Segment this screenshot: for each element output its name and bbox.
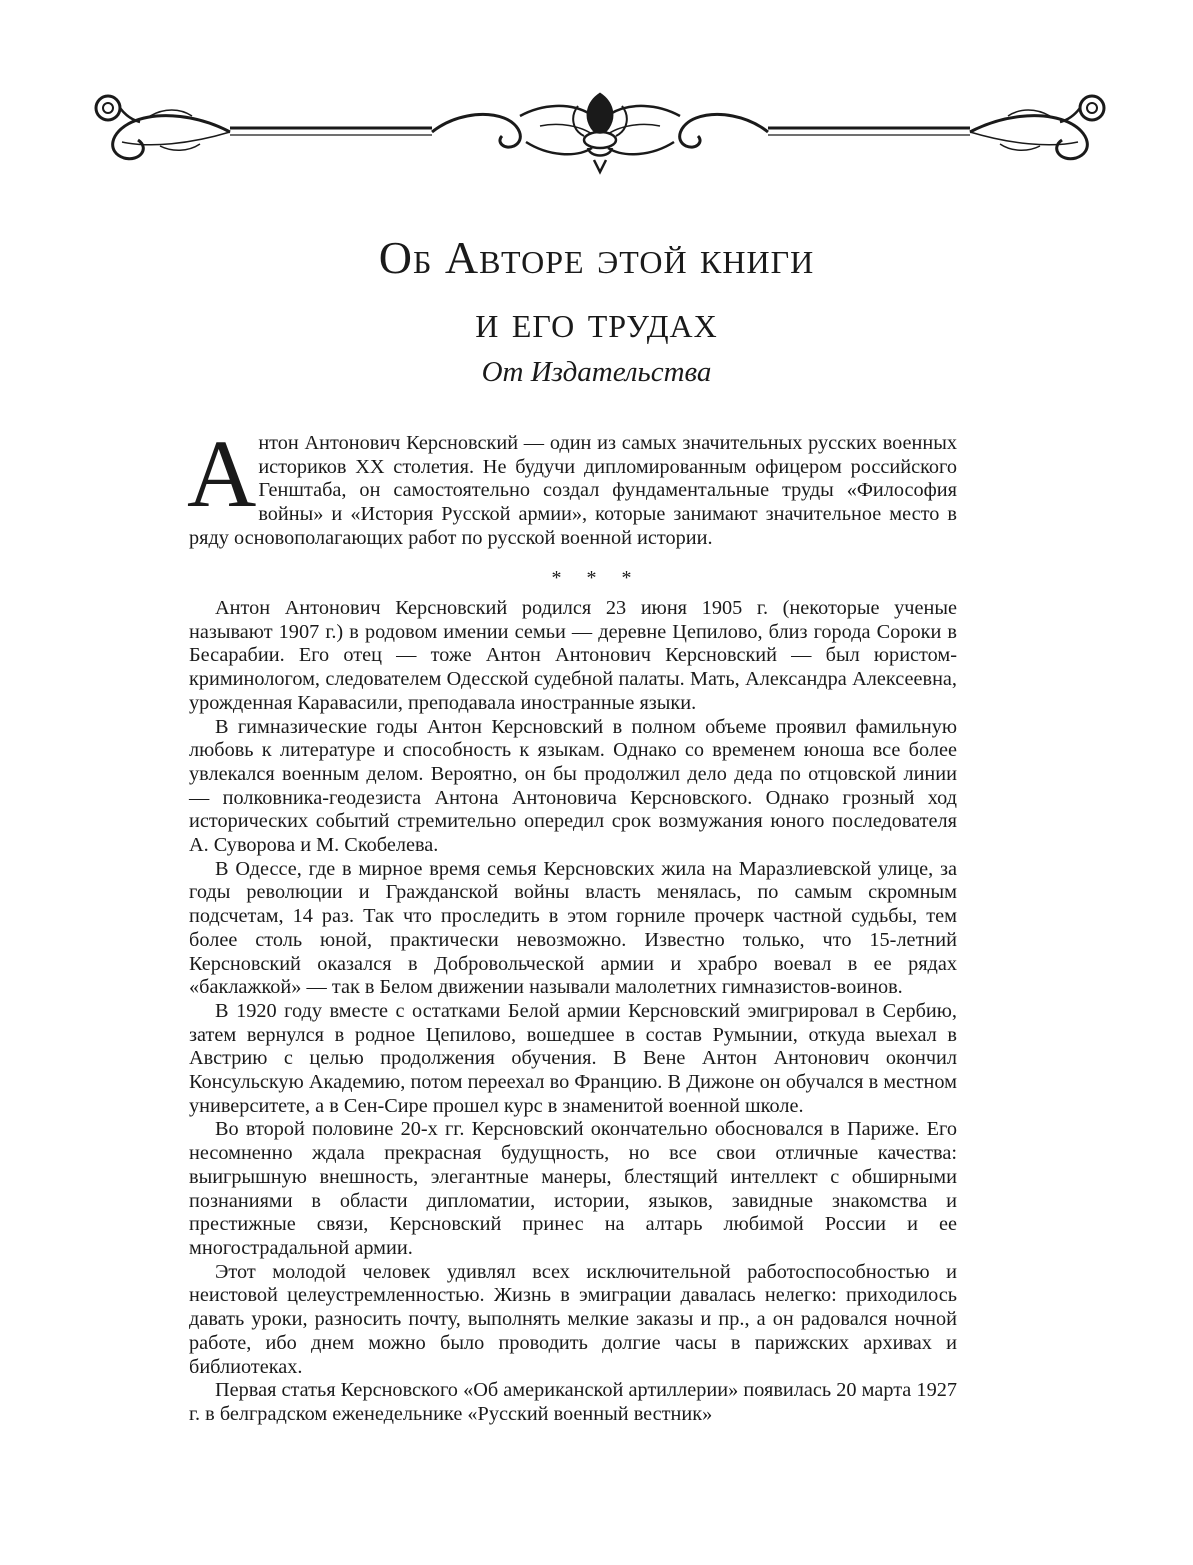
- paragraph: В гимназические годы Антон Керсновский в полном объеме проявил фамильную любовь к литературе и способность к языкам. Однако со временем юноша все более увлекался военным делом. Вероятно, он бы продолжил дело деда по отцовской линии — полковника-геодезиста Антона Антоновича Керсновского. Однако грозный ход исторических событий стремительно опередил срок возмужания юного последователя А. Суворова и М. Скобелева.: [189, 715, 957, 857]
- paragraph: В Одессе, где в мирное время семья Керсновских жила на Маразлиевской улице, за годы революции и Гражданской войны власть менялась, по самым скромным подсчетам, 14 раз. Так что проследить в этом горниле прочерк частной судьбы, тем более столь юной, практически невозможно. Известно только, что 15-летний Керсновский оказался в Добровольческой армии и храбро воевал в ее рядах «баклажкой» — так в Белом движении называли малолетних гимназистов-воинов.: [189, 857, 957, 999]
- intro-text: нтон Антонович Керсновский — один из самых значительных русских военных историков XX столетия. Не будучи дипломированным офицером российского Генштаба, он самостоятельно создал фундаментальные труды «Философия войны» и «История Русской армии», которые занимают значительное место в ряду основополагающих работ по русской военной истории.: [189, 432, 957, 549]
- title-line-2: и его трудах: [475, 296, 718, 347]
- paragraph: Во второй половине 20-х гг. Керсновский окончательно обосновался в Париже. Его несомненно ждала прекрасная будущность, но все свои отличные качества: выигрышную внешность, элегантные манеры, блестящий интеллект с обширными познаниями в области дипломатии, истории, языков, завидные знакомства и престижные связи, Керсновский принес на алтарь любимой России и ее многострадальной армии.: [189, 1118, 957, 1259]
- subtitle: От Издательства: [481, 356, 712, 388]
- intro-paragraph: [187, 420, 957, 551]
- title-line-1: Об Авторе этой книги: [378, 232, 815, 283]
- paragraph: Этот молодой человек удивлял всех исключительной работоспособностью и неистовой целеустремленностью. Жизнь в эмиграции давалась нелегко: приходилось давать уроки, разносить почту, выполнять мелкие заказы и пр., а он радовался ночной работе, ибо днем можно было проводить долгие часы в парижских архивах и библиотеках.: [189, 1260, 957, 1378]
- section-separator: * * *: [551, 567, 642, 589]
- ornamental-header-icon: [80, 86, 1120, 176]
- paragraph: Первая статья Керсновского «Об американской артиллерии» появилась 20 марта 1927 г. в белградском еженедельнике «Русский военный вестник»: [189, 1379, 957, 1425]
- biography-text: [189, 597, 957, 1427]
- paragraph: Антон Антонович Керсновский родился 23 июня 1905 г. (некоторые ученые называют 1907 г.) в родовом имении семьи — деревне Цепилово, близ города Сороки в Бесарабии. Его отец — тоже Антон Антонович Керсновский — был юристом-криминологом, следователем Одесской судебной палаты. Мать, Александра Алексеевна, урожденная Каравасили, преподавала иностранные языки.: [189, 597, 957, 714]
- paragraph: В 1920 году вместе с остатками Белой армии Керсновский эмигрировал в Сербию, затем вернулся в родное Цепилово, вошедшее в состав Румынии, откуда выехал в Австрию с целью продолжения обучения. В Вене Антон Антонович окончил Консульскую Академию, потом переехал во Францию. В Дижоне он обучался в местном университете, а в Сен-Сире прошел курс в знаменитой военной школе.: [189, 999, 957, 1117]
- drop-cap: А: [187, 420, 257, 527]
